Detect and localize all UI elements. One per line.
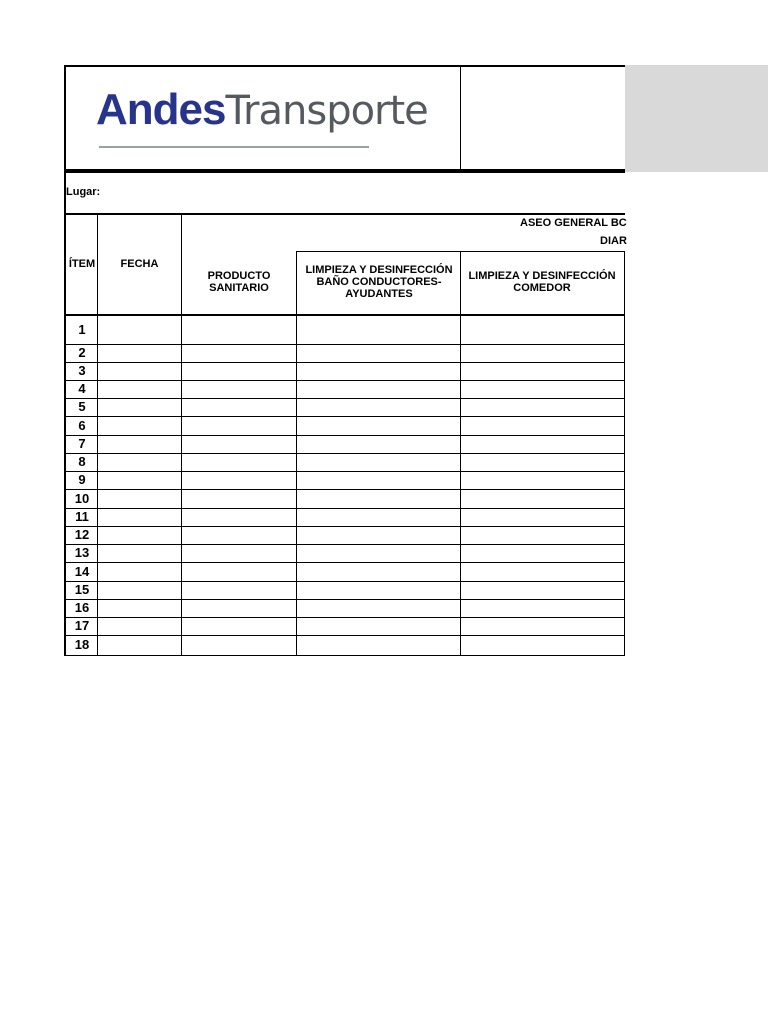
row-number: 5: [78, 399, 86, 414]
table-row-line: [64, 435, 625, 436]
row-number: 1: [78, 322, 86, 337]
place-label: Lugar:: [66, 186, 101, 198]
row-number: 17: [74, 618, 90, 633]
row-number: 12: [74, 527, 90, 542]
column-header-dining: LIMPIEZA Y DESINFECCIÓN COMEDOR: [468, 270, 616, 294]
row-number: 8: [78, 454, 86, 469]
table-row-line: [64, 635, 625, 636]
company-logo: [96, 85, 428, 152]
column-header-date: FECHA: [120, 258, 159, 270]
row-number: 3: [78, 363, 86, 378]
table-row-line: [64, 544, 625, 545]
table-row-line: [64, 508, 625, 509]
row-number: 11: [75, 509, 89, 524]
table-row-line: [64, 344, 625, 345]
table-row-line: [64, 416, 625, 417]
row-number: 10: [74, 490, 90, 506]
column-header-bottom: [64, 314, 625, 316]
table-row-line: [64, 471, 625, 472]
table-row-line: [64, 398, 625, 399]
header-divider: [460, 65, 461, 171]
column-header-item: ÍTEM: [68, 258, 96, 270]
table-row-line: [64, 562, 625, 563]
table-row-line: [64, 655, 625, 656]
logo-name-light: Transporte: [225, 88, 428, 134]
row-number: 14: [74, 563, 90, 579]
row-number: 9: [78, 472, 86, 487]
section-title: ASEO GENERAL BC: [520, 217, 627, 229]
table-row-line: [64, 617, 625, 618]
row-number: 13: [74, 545, 90, 560]
row-number: 18: [74, 637, 90, 652]
row-number: 7: [78, 436, 86, 451]
logo-underline: [99, 146, 369, 148]
subheader-line: [296, 251, 625, 252]
table-row-line: [64, 453, 625, 454]
table-row-line: [64, 526, 625, 527]
row-number: 15: [74, 582, 90, 597]
column-header-product: PRODUCTO SANITARIO: [207, 270, 271, 294]
logo-name-bold: Andes: [96, 85, 226, 134]
row-number: 2: [78, 345, 86, 360]
row-number: 6: [78, 417, 86, 433]
table-row-line: [64, 489, 625, 490]
table-row-line: [64, 581, 625, 582]
place-line: [64, 213, 625, 215]
section-subtitle: DIAR: [600, 235, 627, 247]
row-number: 4: [78, 381, 86, 396]
table-row-line: [64, 599, 625, 600]
table-row-line: [64, 362, 625, 363]
table-row-line: [64, 380, 625, 381]
row-number: 16: [74, 600, 90, 615]
column-header-bathroom: LIMPIEZA Y DESINFECCIÓN BAÑO CONDUCTORES-AYUDANTES: [305, 264, 453, 300]
header-bottom-line: [64, 171, 625, 173]
